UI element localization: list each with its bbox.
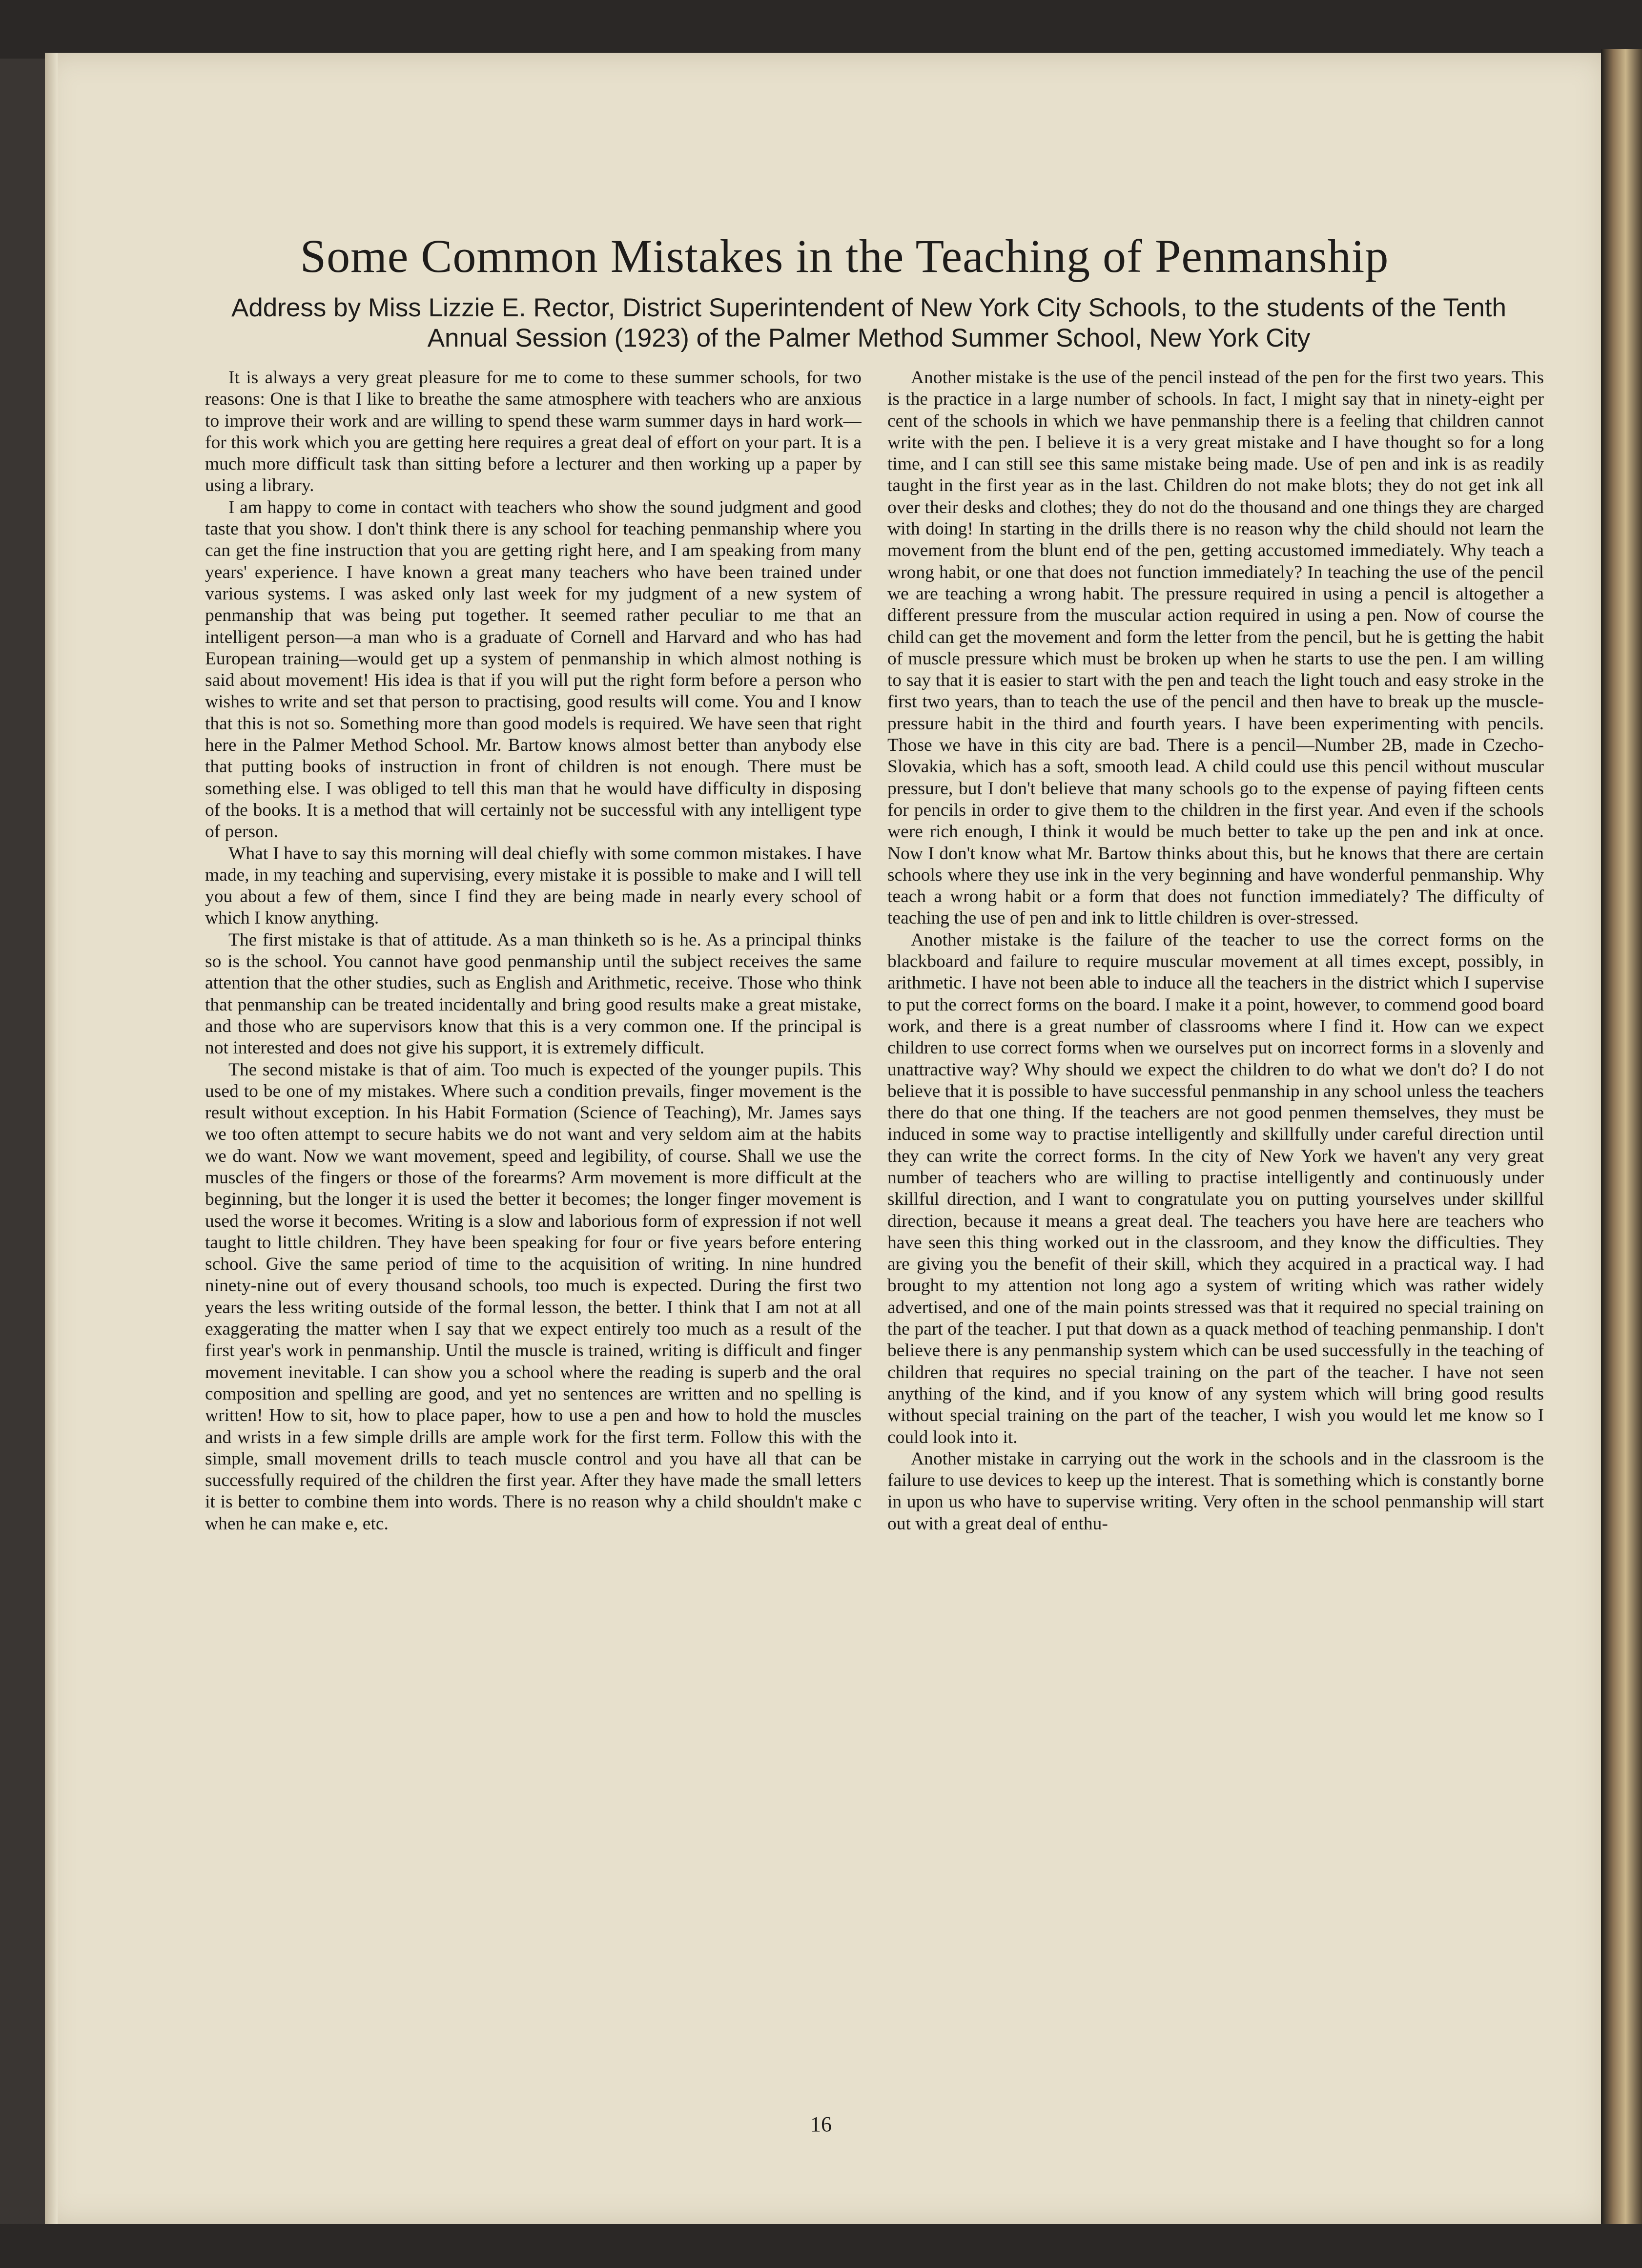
adjacent-page-edge <box>1601 49 1642 2231</box>
page-number: 16 <box>810 2112 832 2136</box>
paragraph: What I have to say this morning will deal chiefly with some common mistakes. I have made, in my teaching and supervising, every mistake it is possible to make and I will tell you about a few of them, since I find they are being made in nearly every school of which I know anything. <box>205 843 862 928</box>
paragraph: The second mistake is that of aim. Too much is expected of the younger pupils. This used to be one of my mistakes. Where such a condition prevails, finger movement is the result without exception. In his Habit Formation (Science of Teaching), Mr. James says we too often attempt to secure habits we do not want and very seldom aim at the habits we do want. Now we want movement, speed and legibility, of course. Shall we use the muscles of the fingers or those of the forearms? Arm movement is more difficult at the beginning, but the longer it is used the better it becomes; the longer finger movement is used the worse it becomes. Writing is a slow and laborious form of expression if not well taught to little children. They have been speaking for four or five years before entering school. Give the same period of time to the acquisition of writing. In nine hundred ninety-nine out of every thousand schools, too much is expected. During the first two years the less writing outside of the formal lesson, the better. I think that I am not at all exaggerating the matter when I say that we expect entirely too much as a result of the first year's work in penmanship. Until the muscle is trained, writing is difficult and finger movement inevitable. I can show you a school where the reading is superb and the oral composition and spelling are good, and yet no sentences are written and no spelling is written! How to sit, how to place paper, how to use a pen and how to hold the muscles and wrists in a few simple drills are ample work for the first term. Follow this with the simple, small movement drills to teach muscle control and you have all that can be successfully required of the children the first year. After they have made the small letters it is better to combine them into words. There is no reason why a child shouldn't make c when he can make e, etc. <box>205 1059 862 1534</box>
article-title: Some Common Mistakes in the Teaching of Penmanship <box>300 230 1389 282</box>
page-binding-edge <box>45 53 58 2225</box>
article-subtitle: Address by Miss Lizzie E. Rector, District Superintendent of New York City Schools, to the students of the Tenth Annual Session (1923) of the Palmer Method Summer School, New York City <box>231 293 1507 352</box>
paragraph: Another mistake in carrying out the work in the schools and in the classroom is the failure to use devices to keep up the interest. That is something which is constantly borne in upon us who have to supervise writing. Very often in the school penmanship will start out with a great deal of enthu- <box>887 1448 1544 1534</box>
left-text-column <box>205 367 862 2105</box>
paragraph: I am happy to come in contact with teachers who show the sound judgment and good taste that you show. I don't think there is any school for teaching penmanship where you can get the fine instruction that you are getting right here, and I am speaking from many years' experience. I have known a great many teachers who have been trained under various systems. I was asked only last week for my judgment of a new system of penmanship that was being put together. It seemed rather peculiar to me that an intelligent person—a man who is a graduate of Cornell and Harvard and who has had European training—would get up a system of penmanship in which almost nothing is said about movement! His idea is that if you will put the right form before a person who wishes to write and set that person to practising, good results will come. You and I know that this is not so. Something more than good models is required. We have seen that right here in the Palmer Method School. Mr. Bartow knows almost better than anybody else that putting books of instruction in front of children is not enough. There must be something else. I was obliged to tell this man that he would have difficulty in disposing of the books. It is a method that will certainly not be successful with any intelligent type of person. <box>205 497 862 842</box>
scan-background-top <box>0 0 1642 59</box>
paragraph: The first mistake is that of attitude. As a man thinketh so is he. As a principal thinks so is the school. You cannot have good penmanship until the subject receives the same attention that the other studies, such as English and Arithmetic, receive. Those who think that penmanship can be treated incidentally and bring good results make a great mistake, and those who are supervisors know that this is a very common one. If the principal is not interested and does not give his support, it is extremely difficult. <box>205 929 862 1058</box>
paragraph: It is always a very great pleasure for me to come to these summer schools, for two reasons: One is that I like to breathe the same atmosphere with teachers who are anxious to improve their work and are willing to spend these warm summer days in hard work—for this work which you are getting here requires a great deal of effort on your part. It is a much more difficult task than sitting before a lecturer and then working up a paper by using a library. <box>205 368 862 496</box>
right-text-column <box>887 367 1544 2105</box>
paragraph: Another mistake is the failure of the teacher to use the correct forms on the blackboard and failure to require muscular movement at all times except, possibly, in arithmetic. I have not been able to induce all the teachers in the district which I supervise to put the correct forms on the board. I make it a point, however, to commend good board work, and there is a great number of classrooms where I find it. How can we expect children to use correct forms when we ourselves put on incorrect forms in a slovenly and unattractive way? Why should we expect the children to do what we don't do? I do not believe that it is possible to have successful penmanship in any school unless the teachers there do that one thing. If the teachers are not good penmen themselves, they must be induced in some way to practise intelligently and skillfully under careful direction until they can write the correct forms. In the city of New York we haven't any very great number of teachers who are willing to practise intelligently and continuously under skillful direction, and I want to congratulate you on putting yourselves under skillful direction, because it means a great deal. The teachers you have here are teachers who have seen this thing worked out in the classroom, and they know the difficulties. They are giving you the benefit of their skill, which they acquired in a practical way. I had brought to my attention not long ago a system of writing which was rather widely advertised, and one of the main points stressed was that it required no special training on the part of the teacher. I put that down as a quack method of teaching penmanship. I don't believe there is any penmanship system which can be used successfully in the teaching of children that requires no special training on the part of the teacher. I have not seen anything of the kind, and if you know of any system which will bring good results without special training on the part of the teacher, I wish you would let me know so I could look into it. <box>887 929 1544 1447</box>
paragraph: Another mistake is the use of the pencil instead of the pen for the first two years. This is the practice in a large number of schools. In fact, I might say that in ninety-eight per cent of the schools in which we have penmanship there is a feeling that children cannot write with the pen. I believe it is a very great mistake and I have thought so for a long time, and I can still see this same mistake being made. Use of pen and ink is as readily taught in the first year as in the last. Children do not make blots; they do not get ink all over their desks and clothes; they do not do the thousand and one things they are charged with doing! In starting in the drills there is no reason why the child should not learn the movement from the blunt end of the pen, getting accustomed immediately. Why teach a wrong habit, or one that does not function immediately? In teaching the use of the pencil we are teaching a wrong habit. The pressure required in using a pencil is altogether a different pressure from the muscular action required in using a pen. Now of course the child can get the movement and form the letter from the pencil, but he is getting the habit of muscle pressure which must be broken up when he starts to use the pen. I am willing to say that it is easier to start with the pen and teach the light touch and easy stroke in the first two years, than to teach the use of the pencil and then have to break up the muscle-pressure habit in the third and fourth years. I have been experimenting with pencils. Those we have in this city are bad. There is a pencil—Number 2B, made in Czecho-Slovakia, which has a soft, smooth lead. A child could use this pencil without muscular pressure, but I don't believe that many schools go to the expense of paying fifteen cents for pencils in order to give them to the children in the first year. And even if the schools were rich enough, I think it would be much better to take up the pen and ink at once. Now I don't know what Mr. Bartow thinks about this, but he knows that there are certain schools where they use ink in the very beginning and have wonderful penmanship. Why teach a wrong habit or a form that does not function immediately? The difficulty of teaching the use of pen and ink to little children is over-stressed. <box>887 368 1544 928</box>
scan-background-bottom <box>0 2224 1642 2268</box>
